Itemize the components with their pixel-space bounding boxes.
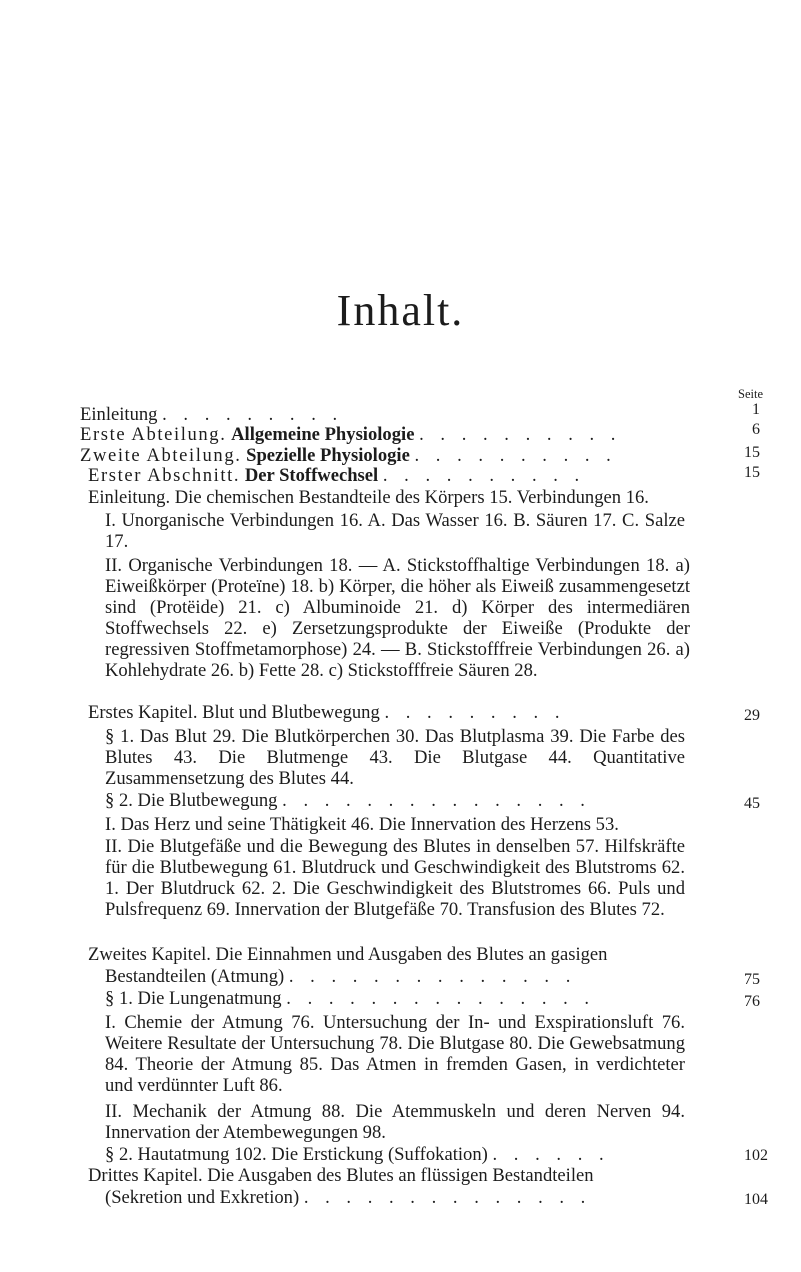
leader-dots: . . . . . . . . . . . . . .	[288, 966, 577, 987]
leader-dots: . . . . . . . . .	[384, 702, 566, 723]
leader-dots: . . . . . . . . .	[162, 404, 344, 425]
entry-text: § 2. Hautatmung 102. Die Erstickung (Suffokation)	[105, 1144, 488, 1165]
entry-text: (Sekretion und Exkretion)	[105, 1187, 300, 1208]
toc-subentry-chemie-atmung: I. Chemie der Atmung 76. Untersuchung der In- und Exspirationsluft 76. Weitere Resultate der Untersuchung 78. Die Blutgase 80. Die Gewebsatmung 84. Theorie der Atmung 85. Das Atmen in fremden Gasen, in verdichteter und verdünnter Luft 86.	[105, 1012, 685, 1096]
entry-text: Allgemeine Physiologie	[231, 424, 415, 445]
page-number: 104	[744, 1191, 768, 1208]
toc-subentry-herz: I. Das Herz und seine Thätigkeit 46. Die Innervation des Herzens 53.	[105, 814, 619, 835]
toc-entry-drittes-kapitel[interactable]	[88, 1166, 594, 1186]
toc-entry-einleitung[interactable]	[80, 405, 343, 425]
leader-dots: . . . . . . . . . .	[419, 424, 622, 445]
toc-entry-blutbewegung[interactable]	[105, 791, 591, 811]
page-number: 1	[752, 401, 760, 418]
leader-dots: . . . . . . . . . .	[382, 465, 586, 486]
toc-subentry-einleitung-bestandteile: Einleitung. Die chemischen Bestandteile des Körpers 15. Verbindungen 16.	[88, 487, 649, 508]
entry-text: § 1. Die Lungenatmung	[105, 988, 282, 1009]
entry-text: Erstes Kapitel. Blut und Blutbewegung	[88, 702, 380, 723]
toc-subentry-das-blut: § 1. Das Blut 29. Die Blutkörperchen 30. Das Blutplasma 39. Die Farbe des Blutes 43. Die Blutmenge 43. Die Blutgase 44. Quantitative Zusammensetzung des Blutes 44.	[105, 726, 685, 789]
entry-text: § 2. Die Blutbewegung	[105, 790, 278, 811]
entry-prefix: Erster Abschnitt.	[88, 465, 241, 486]
entry-text: Drittes Kapitel. Die Ausgaben des Blutes an flüssigen Bestandteilen	[88, 1165, 594, 1186]
page-number: 102	[744, 1147, 768, 1164]
leader-dots: . . . . . . . . . .	[414, 445, 617, 466]
toc-subentry-blutgefaesse: II. Die Blutgefäße und die Bewegung des Blutes in denselben 57. Hilfskräfte für die Blutbewegung 61. Blutdruck und Geschwindigkeit des Blutstroms 62. 1. Der Blutdruck 62. 2. Die Geschwindigkeit des Blutstromes 66. Puls und Pulsfrequenz 69. Innervation der Blutgefäße 70. Transfusion des Blutes 72.	[105, 836, 685, 920]
entry-prefix: Zweite Abteilung.	[80, 445, 242, 466]
toc-entry-drittes-kapitel-cont[interactable]	[105, 1188, 591, 1208]
toc-entry-zweite-abteilung[interactable]	[80, 446, 617, 466]
entry-text: Spezielle Physiologie	[246, 445, 410, 466]
page-number: 29	[744, 707, 760, 724]
leader-dots: . . . . . .	[492, 1144, 610, 1165]
entry-text: Einleitung	[80, 404, 158, 425]
toc-entry-zweites-kapitel[interactable]	[88, 945, 607, 965]
leader-dots: . . . . . . . . . . . . . .	[303, 1187, 592, 1208]
page-number: 75	[744, 971, 760, 988]
toc-entry-zweites-kapitel-cont[interactable]	[105, 967, 576, 987]
entry-text: Der Stoffwechsel	[244, 465, 379, 486]
toc-subentry-organisch: II. Organische Verbindungen 18. — A. Stickstoffhaltige Verbindungen 18. a) Eiweißkörper (Proteïne) 18. b) Körper, die höher als Eiweiß zusammengesetzt sind (Protëide) 21. c) Albuminoide 21. d) Körper des intermediären Stoffwechsels 22. e) Zersetzungsprodukte der Eiweiße (Produkte der regressiven Stoffmetamorphose) 24. — B. Stickstofffreie Verbindungen 26. a) Kohlehydrate 26. b) Fette 28. c) Stickstofffreie Säuren 28.	[105, 555, 690, 681]
entry-text: Bestandteilen (Atmung)	[105, 966, 285, 987]
page-number: 76	[744, 993, 760, 1010]
page-number: 15	[744, 444, 760, 461]
leader-dots: . . . . . . . . . . . . . . .	[282, 790, 591, 811]
page-number: 15	[744, 464, 760, 481]
toc-subentry-unorganisch: I. Unorganische Verbindungen 16. A. Das Wasser 16. B. Säuren 17. C. Salze 17.	[105, 510, 685, 552]
toc-entry-erstes-kapitel[interactable]	[88, 703, 565, 723]
toc-entry-erster-abschnitt[interactable]	[88, 466, 585, 486]
page-title: Inhalt.	[336, 286, 465, 335]
entry-prefix: Erste Abteilung.	[80, 424, 227, 445]
page-number: 6	[752, 421, 760, 438]
entry-text: Zweites Kapitel. Die Einnahmen und Ausgaben des Blutes an gasigen	[88, 944, 608, 965]
toc-subentry-mechanik-atmung: II. Mechanik der Atmung 88. Die Atemmuskeln und deren Nerven 94. Innervation der Atembewegungen 98.	[105, 1101, 685, 1143]
seite-column-label: Seite	[738, 387, 763, 401]
page-number: 45	[744, 795, 760, 812]
toc-entry-erste-abteilung[interactable]	[80, 425, 621, 445]
leader-dots: . . . . . . . . . . . . . . .	[286, 988, 596, 1009]
toc-entry-hautatmung[interactable]	[105, 1145, 610, 1165]
toc-entry-lungenatmung[interactable]	[105, 989, 595, 1009]
